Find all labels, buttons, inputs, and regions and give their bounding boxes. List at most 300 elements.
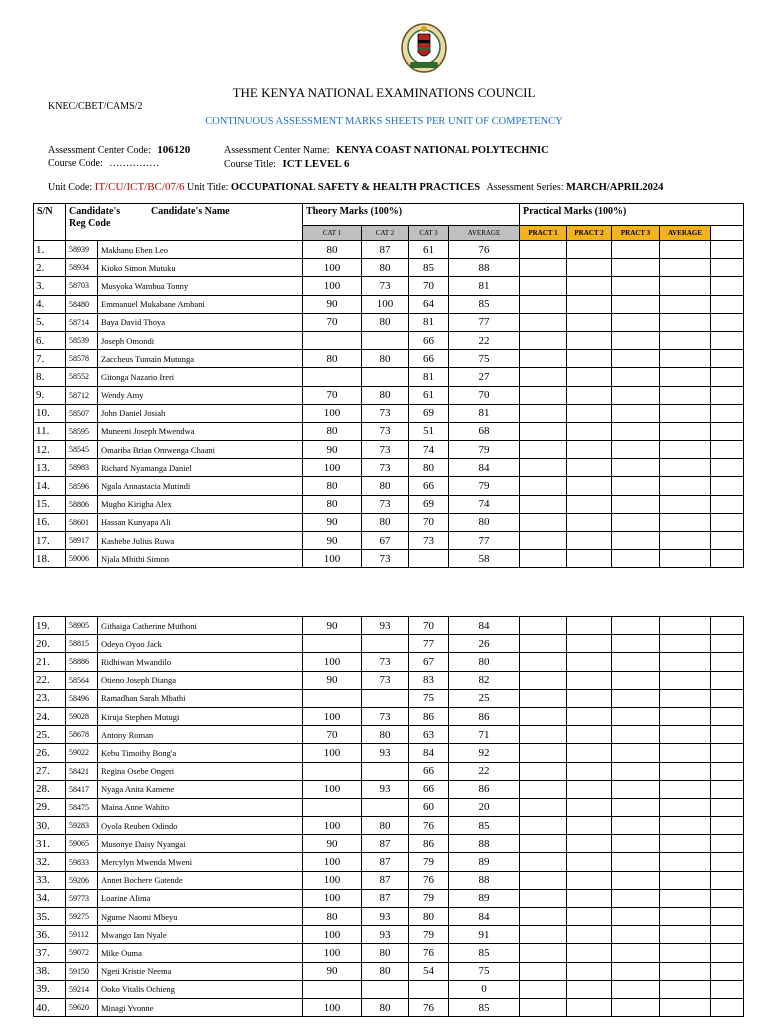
row-practical-average [660,726,711,744]
row-sn: 14. [34,477,66,495]
row-cat1: 100 [303,404,362,422]
row-practical-average [660,550,711,568]
row-pract3 [612,998,660,1016]
row-theory-average: 80 [449,653,520,671]
row-cat1: 80 [303,350,362,368]
row-cat1: 90 [303,295,362,313]
row-pract1 [520,241,567,259]
row-reg-code: 58905 [66,617,98,635]
row-theory-average: 74 [449,495,520,513]
row-pract1 [520,780,567,798]
row-practical-average [660,350,711,368]
table-row [34,386,744,404]
row-candidate-name: Kebu Timothy Bong'a [98,744,303,762]
row-theory-average: 77 [449,532,520,550]
row-theory-average: 84 [449,459,520,477]
row-reg-code: 58983 [66,459,98,477]
row-reg-code: 59275 [66,908,98,926]
row-cat1: 90 [303,671,362,689]
row-pract1 [520,762,567,780]
row-cat1: 100 [303,459,362,477]
row-blank [711,944,744,962]
row-pract2 [567,707,612,725]
row-candidate-name: Nyaga Anita Kamene [98,780,303,798]
table-row [34,671,744,689]
row-practical-average [660,944,711,962]
row-candidate-name: Omariba Brian Omwenga Chaani [98,441,303,459]
row-practical-average [660,277,711,295]
row-candidate-name: Otieno Joseph Dianga [98,671,303,689]
row-reg-code: 59773 [66,889,98,907]
row-blank [711,726,744,744]
row-reg-code: 58421 [66,762,98,780]
row-blank [711,477,744,495]
row-pract2 [567,550,612,568]
row-pract3 [612,331,660,349]
cat2-header: CAT 2 [362,226,409,241]
table-row [34,513,744,531]
row-cat1: 90 [303,835,362,853]
row-blank [711,313,744,331]
row-pract3 [612,386,660,404]
row-cat3: 79 [409,926,449,944]
row-pract1 [520,980,567,998]
row-cat1: 100 [303,653,362,671]
row-reg-code: 59150 [66,962,98,980]
row-cat3: 79 [409,889,449,907]
row-cat2: 100 [362,295,409,313]
row-cat3: 86 [409,835,449,853]
row-cat2: 80 [362,944,409,962]
row-pract3 [612,459,660,477]
row-pract1 [520,350,567,368]
row-blank [711,780,744,798]
row-cat1: 100 [303,871,362,889]
row-sn: 27. [34,762,66,780]
cat3-header: CAT 3 [409,226,449,241]
row-cat2 [362,689,409,707]
row-sn: 8. [34,368,66,386]
row-candidate-name: Ngeti Kristie Neema [98,962,303,980]
course-code-value: …………… [109,158,160,169]
row-sn: 37. [34,944,66,962]
row-cat2: 80 [362,477,409,495]
row-blank [711,422,744,440]
row-pract2 [567,241,612,259]
row-pract1 [520,871,567,889]
row-pract2 [567,441,612,459]
row-blank [711,798,744,816]
row-candidate-name: Githaiga Catherine Muthoni [98,617,303,635]
row-theory-average: 89 [449,853,520,871]
row-cat1 [303,798,362,816]
row-theory-average: 70 [449,386,520,404]
row-cat2: 80 [362,998,409,1016]
row-practical-average [660,532,711,550]
row-candidate-name: Ramadhan Sarah Mbathi [98,689,303,707]
row-reg-code: 58545 [66,441,98,459]
row-cat1: 90 [303,532,362,550]
row-candidate-name: Wendy Amy [98,386,303,404]
row-theory-average: 71 [449,726,520,744]
row-pract3 [612,532,660,550]
row-reg-code: 59214 [66,980,98,998]
row-candidate-name: Joseph Omondi [98,331,303,349]
row-candidate-name: Loarine Alima [98,889,303,907]
row-pract1 [520,331,567,349]
table-row [34,277,744,295]
row-pract1 [520,259,567,277]
reg-code-header-line2: Reg Code [69,218,111,229]
row-sn: 33. [34,871,66,889]
row-pract2 [567,532,612,550]
row-pract1 [520,926,567,944]
row-practical-average [660,617,711,635]
table-row [34,908,744,926]
row-cat3: 70 [409,617,449,635]
row-cat3: 86 [409,707,449,725]
row-reg-code: 58475 [66,798,98,816]
table-row [34,313,744,331]
row-cat1: 100 [303,926,362,944]
row-practical-average [660,980,711,998]
row-sn: 24. [34,707,66,725]
table-row [34,889,744,907]
row-practical-average [660,817,711,835]
row-practical-average [660,671,711,689]
row-sn: 25. [34,726,66,744]
row-practical-average [660,780,711,798]
row-practical-average [660,386,711,404]
row-cat2: 73 [362,550,409,568]
row-cat1 [303,368,362,386]
row-candidate-name: Mwango Ian Nyale [98,926,303,944]
row-cat2: 93 [362,617,409,635]
sn-header: S/N [34,204,66,241]
row-cat2: 87 [362,853,409,871]
row-sn: 12. [34,441,66,459]
row-pract2 [567,889,612,907]
row-practical-average [660,998,711,1016]
row-reg-code: 58507 [66,404,98,422]
row-sn: 23. [34,689,66,707]
row-cat2 [362,368,409,386]
row-pract2 [567,331,612,349]
row-candidate-name: Antony Roman [98,726,303,744]
row-cat3: 67 [409,653,449,671]
row-candidate-name: Annet Bochere Gatende [98,871,303,889]
table-row [34,635,744,653]
row-practical-average [660,459,711,477]
row-blank [711,277,744,295]
row-blank [711,404,744,422]
row-cat3: 84 [409,744,449,762]
row-theory-average: 75 [449,350,520,368]
table-row [34,817,744,835]
row-practical-average [660,707,711,725]
row-pract3 [612,422,660,440]
row-pract1 [520,726,567,744]
row-pract2 [567,726,612,744]
row-theory-average: 82 [449,671,520,689]
series-value: MARCH/APRIL2024 [566,182,664,193]
row-pract2 [567,744,612,762]
row-sn: 40. [34,998,66,1016]
row-sn: 16. [34,513,66,531]
table-row [34,853,744,871]
row-pract1 [520,313,567,331]
row-pract1 [520,532,567,550]
row-pract1 [520,798,567,816]
row-blank [711,689,744,707]
row-cat3 [409,980,449,998]
row-blank [711,762,744,780]
row-pract2 [567,962,612,980]
row-pract1 [520,277,567,295]
row-candidate-name: Ridhiwan Mwandilo [98,653,303,671]
row-pract3 [612,404,660,422]
row-candidate-name: Njala Mbithi Simon [98,550,303,568]
row-cat2: 80 [362,817,409,835]
row-practical-average [660,926,711,944]
row-reg-code: 58564 [66,671,98,689]
row-cat3: 54 [409,962,449,980]
form-reference: KNEC/CBET/CAMS/2 [48,101,143,112]
row-pract2 [567,853,612,871]
table-row [34,617,744,635]
row-cat1: 90 [303,441,362,459]
row-cat3: 64 [409,295,449,313]
row-candidate-name: Mike Ouma [98,944,303,962]
row-theory-average: 77 [449,313,520,331]
table-body-page1 [34,241,744,568]
row-practical-average [660,962,711,980]
row-sn: 20. [34,635,66,653]
row-cat2: 73 [362,459,409,477]
table-row [34,259,744,277]
row-sn: 38. [34,962,66,980]
row-cat2: 87 [362,835,409,853]
row-pract1 [520,422,567,440]
row-pract3 [612,853,660,871]
row-pract2 [567,908,612,926]
row-cat1: 100 [303,853,362,871]
row-pract3 [612,241,660,259]
row-reg-code: 58703 [66,277,98,295]
table-row [34,550,744,568]
row-pract2 [567,386,612,404]
row-reg-code: 58417 [66,780,98,798]
row-pract3 [612,689,660,707]
row-pract3 [612,835,660,853]
row-reg-code: 58815 [66,635,98,653]
row-cat2: 80 [362,513,409,531]
row-pract1 [520,617,567,635]
row-candidate-name: Gitonga Nazario Ireri [98,368,303,386]
row-pract3 [612,744,660,762]
row-cat3: 61 [409,241,449,259]
row-cat3: 63 [409,726,449,744]
row-practical-average [660,331,711,349]
row-theory-average: 27 [449,368,520,386]
course-title-label: Course Title: [224,159,276,170]
course-title-value: ICT LEVEL 6 [282,158,350,170]
table-row [34,689,744,707]
row-cat1 [303,762,362,780]
row-pract2 [567,422,612,440]
row-theory-average: 88 [449,871,520,889]
row-pract3 [612,368,660,386]
row-cat1: 100 [303,259,362,277]
row-pract1 [520,908,567,926]
row-pract2 [567,635,612,653]
row-cat1: 80 [303,241,362,259]
row-pract3 [612,707,660,725]
row-practical-average [660,853,711,871]
unit-code-value: IT/CU/ICT/BC/07/6 [94,181,185,193]
row-sn: 2. [34,259,66,277]
row-pract3 [612,817,660,835]
row-cat3: 66 [409,477,449,495]
row-reg-code: 59072 [66,944,98,962]
row-sn: 10. [34,404,66,422]
row-reg-code: 59206 [66,871,98,889]
row-sn: 18. [34,550,66,568]
row-cat2: 93 [362,908,409,926]
row-pract2 [567,798,612,816]
row-cat1: 90 [303,962,362,980]
row-practical-average [660,295,711,313]
row-pract3 [612,277,660,295]
row-reg-code: 59833 [66,853,98,871]
row-candidate-name: Mugho Kirigha Alex [98,495,303,513]
row-cat3: 81 [409,368,449,386]
row-cat3: 76 [409,944,449,962]
unit-title-label: Unit Title: [187,182,229,193]
marks-table-page1 [33,203,744,568]
row-reg-code: 58939 [66,241,98,259]
table-row [34,368,744,386]
row-candidate-name: Regina Osebe Ongeri [98,762,303,780]
row-reg-code: 58578 [66,350,98,368]
row-pract2 [567,477,612,495]
row-cat3: 69 [409,495,449,513]
row-candidate-name: Musyoka Wambua Tonny [98,277,303,295]
reg-code-header [66,204,148,232]
row-theory-average: 79 [449,441,520,459]
row-pract1 [520,707,567,725]
row-cat3: 60 [409,798,449,816]
row-pract3 [612,962,660,980]
row-practical-average [660,744,711,762]
table-row [34,532,744,550]
row-cat2: 87 [362,889,409,907]
row-pract1 [520,513,567,531]
row-pract3 [612,441,660,459]
row-pract1 [520,368,567,386]
center-code-label: Assessment Center Code: [48,145,151,156]
row-cat2: 80 [362,726,409,744]
unit-line [48,181,663,193]
row-cat1: 80 [303,422,362,440]
row-candidate-name: John Daniel Josiah [98,404,303,422]
row-cat3: 66 [409,762,449,780]
row-pract1 [520,441,567,459]
row-cat2: 80 [362,962,409,980]
center-code-line [48,144,190,156]
row-practical-average [660,422,711,440]
row-cat1: 100 [303,707,362,725]
row-practical-average [660,871,711,889]
table-row [34,495,744,513]
row-pract2 [567,513,612,531]
row-sn: 21. [34,653,66,671]
table-row [34,331,744,349]
row-cat2 [362,798,409,816]
row-pract3 [612,671,660,689]
row-candidate-name: Baya David Thoya [98,313,303,331]
row-reg-code: 59006 [66,550,98,568]
row-theory-average: 81 [449,277,520,295]
row-blank [711,962,744,980]
row-cat1: 80 [303,908,362,926]
row-cat2: 80 [362,386,409,404]
row-pract2 [567,780,612,798]
course-code-line [48,158,159,169]
row-blank [711,331,744,349]
row-sn: 28. [34,780,66,798]
row-practical-average [660,404,711,422]
row-sn: 13. [34,459,66,477]
row-theory-average: 86 [449,707,520,725]
row-sn: 1. [34,241,66,259]
center-name-label: Assessment Center Name: [224,145,330,156]
row-cat2: 67 [362,532,409,550]
row-sn: 11. [34,422,66,440]
row-theory-average: 89 [449,889,520,907]
row-reg-code: 58934 [66,259,98,277]
center-code-value: 106120 [157,144,191,156]
table-row [34,962,744,980]
row-blank [711,295,744,313]
row-practical-average [660,477,711,495]
row-theory-average: 26 [449,635,520,653]
row-theory-average: 76 [449,241,520,259]
row-pract1 [520,404,567,422]
row-blank [711,980,744,998]
row-blank [711,744,744,762]
row-cat2: 73 [362,653,409,671]
row-cat3: 80 [409,908,449,926]
row-reg-code: 58539 [66,331,98,349]
row-blank [711,350,744,368]
row-candidate-name: Kashebe Julius Ruwa [98,532,303,550]
theory-average-header: AVERAGE [449,226,520,241]
row-cat3: 79 [409,853,449,871]
row-pract1 [520,295,567,313]
table-row [34,926,744,944]
row-theory-average: 22 [449,762,520,780]
pract1-header: PRACT 1 [520,226,567,241]
course-title-line [224,158,350,170]
row-practical-average [660,441,711,459]
row-pract2 [567,459,612,477]
row-cat1: 100 [303,780,362,798]
row-pract1 [520,835,567,853]
row-candidate-name: Oyola Reuben Odindo [98,817,303,835]
row-pract1 [520,998,567,1016]
row-cat3: 66 [409,331,449,349]
